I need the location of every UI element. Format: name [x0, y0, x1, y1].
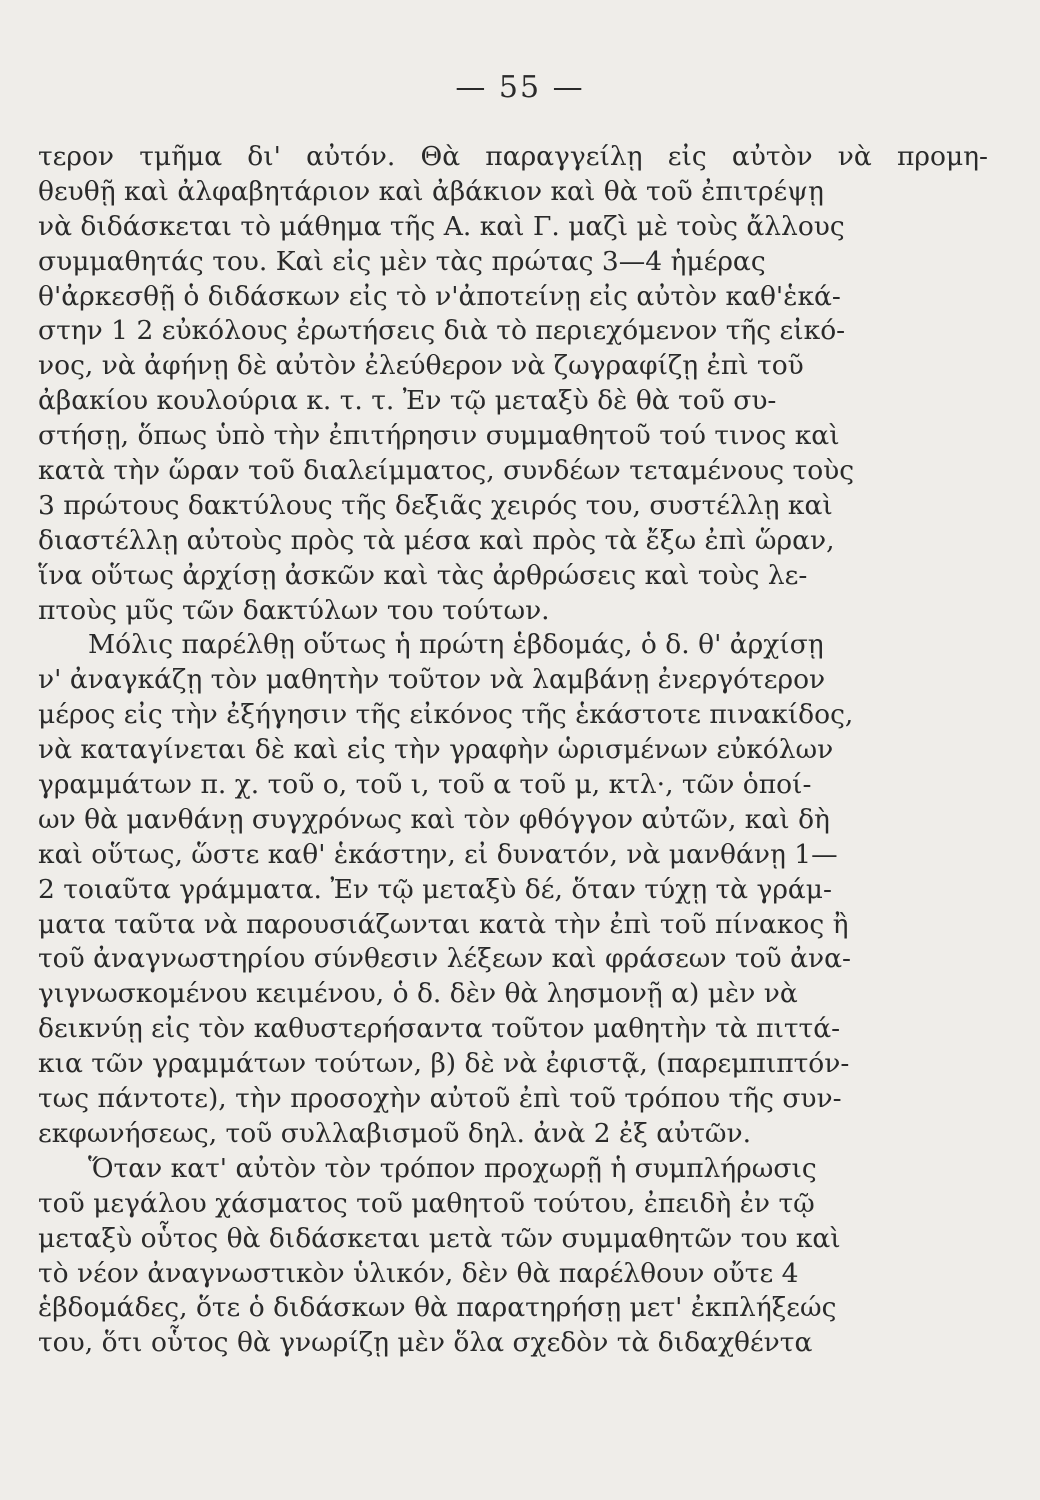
text-line: τοῦ ἀναγνωστηρίου σύνθεσιν λέξεων καὶ φράσεων τοῦ ἀνα- [38, 943, 851, 975]
text-line: καὶ οὕτως, ὥστε καθ' ἑκάστην, εἰ δυνατόν, νὰ μανθάνῃ 1— [38, 838, 838, 870]
text-line: πτοὺς μῦς τῶν δακτύλων του τούτων. [38, 594, 550, 626]
text-line: ἀβακίου κουλούρια κ. τ. τ. Ἐν τῷ μεταξὺ δὲ θὰ τοῦ συ- [38, 385, 777, 417]
text-line: διαστέλλῃ αὐτοὺς πρὸς τὰ μέσα καὶ πρὸς τὰ ἔξω ἐπὶ ὥραν, [38, 524, 835, 556]
text-line: του, ὅτι οὗτος θὰ γνωρίζῃ μὲν ὅλα σχεδὸν τὰ διδαχθέντα [38, 1327, 813, 1359]
text-line: νος, νὰ ἀφήνῃ δὲ αὐτὸν ἐλεύθερον νὰ ζωγραφίζῃ ἐπὶ τοῦ [38, 350, 804, 382]
text-line: εκφωνήσεως, τοῦ συλλαβισμοῦ δηλ. ἀνὰ 2 ἐξ αὐτῶν. [38, 1117, 752, 1149]
body-text [38, 140, 988, 1361]
text-line: θευθῇ καὶ ἀλφαβητάριον καὶ ἀβάκιον καὶ θὰ τοῦ ἐπιτρέψῃ [38, 175, 824, 207]
text-line: θ'ἀρκεσθῇ ὁ διδάσκων εἰς τὸ ν'ἀποτείνῃ εἰς αὐτὸν καθ'ἑκά- [38, 280, 841, 312]
text-line: στήσῃ, ὅπως ὑπὸ τὴν ἐπιτήρησιν συμμαθητοῦ τού τινος καὶ [38, 420, 840, 452]
text-line: Μόλις παρέλθῃ οὕτως ἡ πρώτη ἑβδομάς, ὁ δ. θ' ἀρχίσῃ [88, 629, 824, 661]
text-line: 2 τοιαῦτα γράμματα. Ἐν τῷ μεταξὺ δέ, ὅταν τύχῃ τὰ γράμ- [38, 873, 832, 905]
text-line: δεικνύῃ εἰς τὸν καθυστερήσαντα τοῦτον μαθητὴν τὰ πιττά- [38, 1013, 841, 1045]
text-line: μεταξὺ οὗτος θὰ διδάσκεται μετὰ τῶν συμμαθητῶν του καὶ [38, 1222, 841, 1254]
text-line: γιγνωσκομένου κειμένου, ὁ δ. δὲν θὰ λησμονῇ α) μὲν νὰ [38, 978, 798, 1010]
text-line: Ὅταν κατ' αὐτὸν τὸν τρόπον προχωρῇ ἡ συμπλήρωσις [88, 1152, 817, 1184]
text-line: ματα ταῦτα νὰ παρουσιάζωνται κατὰ τὴν ἐπὶ τοῦ πίνακος ἢ [38, 908, 849, 940]
text-line: ἵνα οὕτως ἀρχίσῃ ἀσκῶν καὶ τὰς ἀρθρώσεις καὶ τοὺς λε- [38, 559, 808, 591]
text-line: συμμαθητάς του. Καὶ εἰς μὲν τὰς πρώτας 3—4 ἡμέρας [38, 245, 766, 277]
text-line: ἑβδομάδες, ὅτε ὁ διδάσκων θὰ παρατηρήσῃ μετ' ἐκπλήξεώς [38, 1292, 837, 1324]
text-line: νὰ διδάσκεται τὸ μάθημα τῆς Α. καὶ Γ. μαζὶ μὲ τοὺς ἄλλους [38, 210, 845, 242]
text-line: 3 πρώτους δακτύλους τῆς δεξιᾶς χειρός του, συστέλλῃ καὶ [38, 489, 833, 521]
text-line: νὰ καταγίνεται δὲ καὶ εἰς τὴν γραφὴν ὡρισμένων εὐκόλων [38, 734, 834, 766]
text-line: στην 1 2 εὐκόλους ἐρωτήσεις διὰ τὸ περιεχόμενον τῆς εἰκό- [38, 315, 846, 347]
text-line: τὸ νέον ἀναγνωστικὸν ὑλικόν, δὲν θὰ παρέλθουν οὔτε 4 [38, 1257, 799, 1289]
text-line: τοῦ μεγάλου χάσματος τοῦ μαθητοῦ τούτου, ἐπειδὴ ἐν τῷ [38, 1187, 815, 1219]
text-line: κια τῶν γραμμάτων τούτων, β) δὲ νὰ ἐφιστᾷ, (παρεμπιπτόν- [38, 1048, 850, 1080]
text-line: τως πάντοτε), τὴν προσοχὴν αὐτοῦ ἐπὶ τοῦ τρόπου τῆς συν- [38, 1083, 842, 1115]
text-line: ν' ἀναγκάζῃ τὸν μαθητὴν τοῦτον νὰ λαμβάνῃ ἐνεργότερον [38, 664, 826, 696]
text-line: κατὰ τὴν ὥραν τοῦ διαλείμματος, συνδέων τεταμένους τοὺς [38, 455, 855, 487]
text-line: τερον τμῆμα δι' αὐτόν. Θὰ παραγγείλῃ εἰς αὐτὸν νὰ προμη- [38, 141, 988, 172]
text-line: μέρος εἰς τὴν ἐξήγησιν τῆς εἰκόνος τῆς ἑκάστοτε πινακίδος, [38, 699, 854, 731]
text-line: γραμμάτων π. χ. τοῦ ο, τοῦ ι, τοῦ α τοῦ μ, κτλ·, τῶν ὁποί- [38, 769, 812, 801]
text-line: ων θὰ μανθάνῃ συγχρόνως καὶ τὸν φθόγγον αὐτῶν, καὶ δὴ [38, 803, 830, 835]
page-number: — 55 — [455, 70, 585, 105]
